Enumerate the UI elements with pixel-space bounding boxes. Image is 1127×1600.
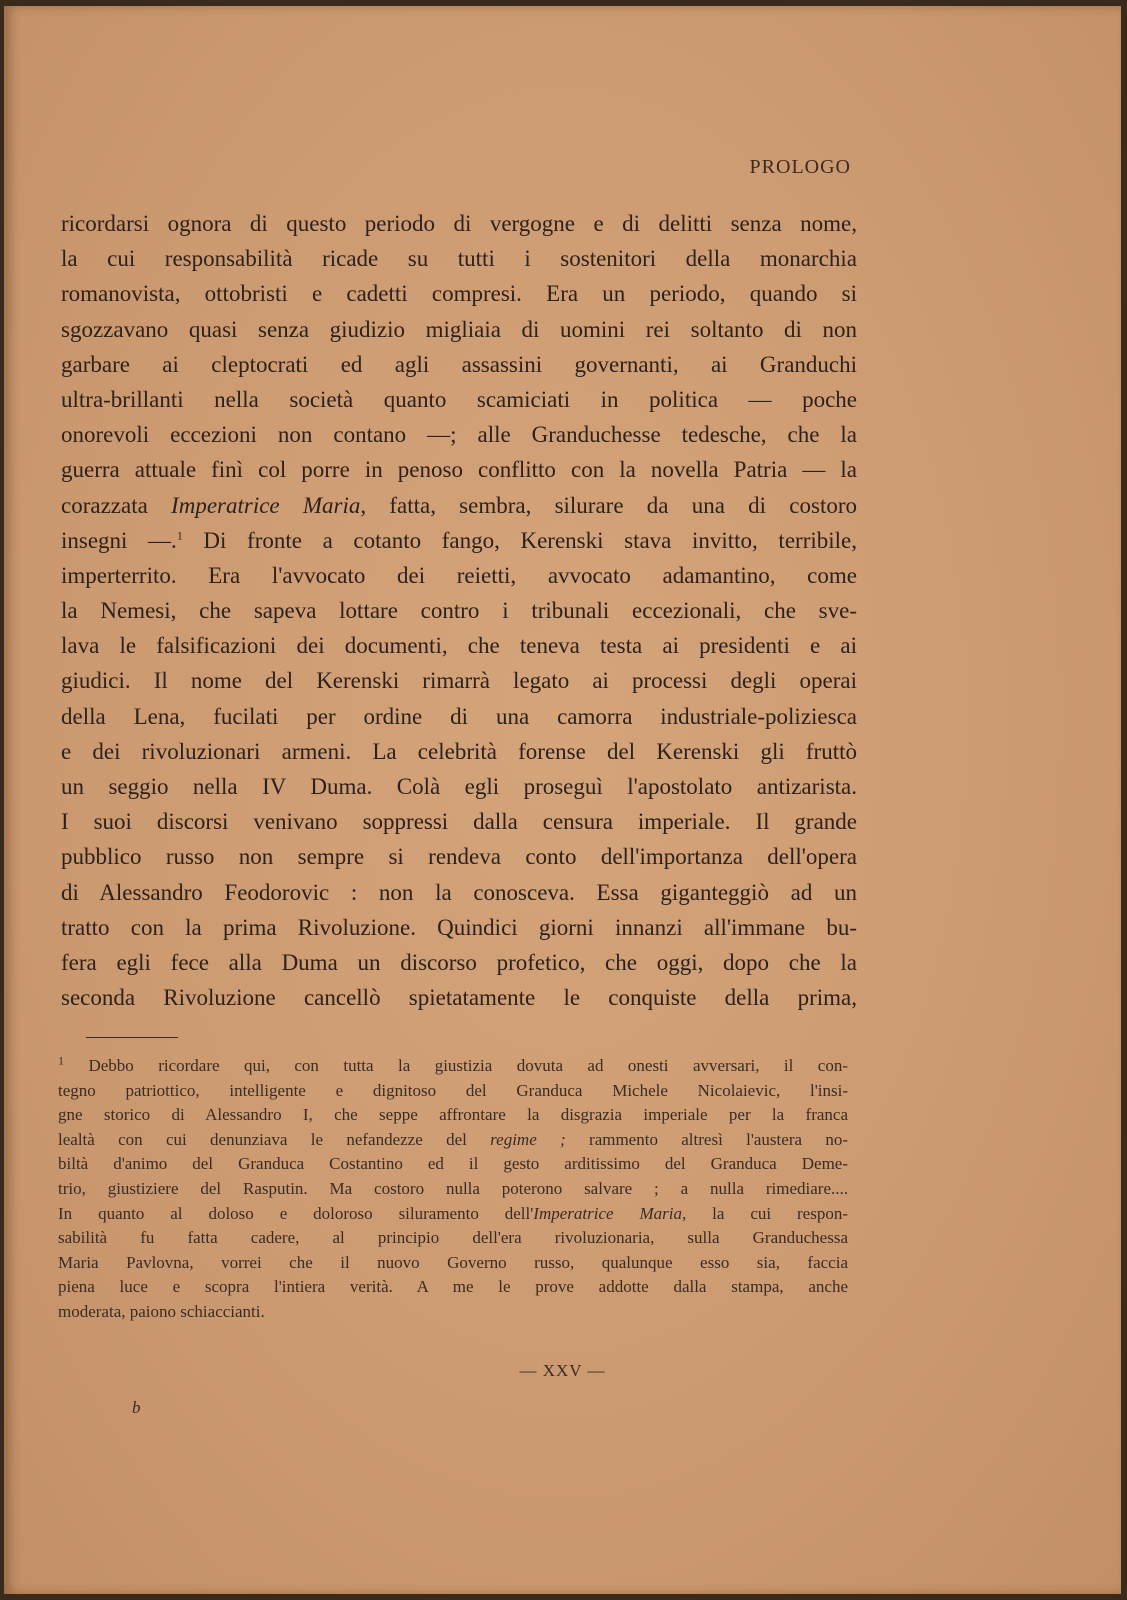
text-line: garbare ai cleptocrati ed agli assassini governanti, ai Granduchi — [61, 351, 857, 377]
footnote-line: gne storico di Alessandro I, che seppe affrontare la disgrazia imperiale per la franca — [58, 1105, 848, 1125]
footnote-line — [58, 1202, 848, 1227]
text-line: tratto con la prima Rivoluzione. Quindici giorni innanzi all'immane bu- — [61, 914, 857, 940]
text-line: di Alessandro Feodorovic : non la conosceva. Essa giganteggiò ad un — [61, 879, 857, 905]
text-line: sgozzavano quasi senza giudizio migliaia di uomini rei soltanto di non — [61, 316, 857, 342]
text-fragment: la cui respon- — [686, 1203, 848, 1223]
text-line: romanovista, ottobristi e cadetti compresi. Era un periodo, quando si — [61, 281, 857, 307]
text-line: I suoi discorsi venivano soppressi dalla censura imperiale. Il grande — [61, 809, 857, 835]
footnote-line: Maria Pavlovna, vorrei che il nuovo Governo russo, qualunque esso sia, faccia — [58, 1252, 848, 1272]
footnote-line: biltà d'animo del Granduca Costantino ed il gesto arditissimo del Granduca Deme- — [58, 1154, 848, 1174]
footnote-line: tegno patriottico, intelligente e dignitoso del Granduca Michele Nicolaievic, l'insi- — [58, 1080, 848, 1100]
footnote-line: piena luce e scopra l'intiera verità. A me le prove addotte dalla stampa, anche — [58, 1277, 848, 1297]
italic-ship-name: Imperatrice Maria, — [533, 1203, 687, 1223]
text-line: seconda Rivoluzione cancellò spietatamente le conquiste della prima, — [61, 985, 857, 1011]
text-line: fera egli fece alla Duma un discorso profetico, che oggi, dopo che la — [61, 949, 857, 975]
text-line: la Nemesi, che sapeva lottare contro i tribunali eccezionali, che sve- — [61, 598, 857, 624]
text-line: ricordarsi ognora di questo periodo di vergogne e di delitti senza nome, — [61, 211, 857, 236]
footnote — [58, 1054, 848, 1325]
footnote-reference[interactable]: 1 — [176, 528, 183, 543]
text-fragment: , fatta, sembra, silurare da una di costoro — [360, 492, 857, 518]
footnote-line — [58, 1128, 848, 1153]
text-line: e dei rivoluzionari armeni. La celebrità forense del Kerenski gli fruttò — [61, 738, 857, 764]
italic-ship-name: Imperatrice Maria — [171, 492, 361, 518]
footnote-line: sabilità fu fatta cadere, al principio dell'era rivoluzionaria, sulla Granduchessa — [58, 1228, 848, 1248]
text-line — [61, 523, 857, 558]
text-fragment: In quanto al doloso e doloroso siluramento dell' — [58, 1203, 534, 1223]
footnote-divider — [86, 1037, 178, 1038]
text-fragment: insegni —. — [61, 527, 177, 553]
footnote-line — [58, 1054, 848, 1079]
footnote-line: moderata, paiono schiaccianti. — [58, 1301, 265, 1321]
text-line — [61, 488, 857, 523]
text-line: un seggio nella IV Duma. Colà egli proseguì l'apostolato antizarista. — [61, 774, 857, 799]
main-text — [61, 206, 857, 1015]
text-line: pubblico russo non sempre si rendeva conto dell'importanza dell'opera — [61, 844, 857, 870]
text-line: la cui responsabilità ricade su tutti i sostenitori della monarchia — [61, 246, 857, 272]
text-line: ultra-brillanti nella società quanto scamiciati in politica — poche — [61, 386, 857, 412]
text-line: imperterrito. Era l'avvocato dei reietti, avvocato adamantino, come — [61, 562, 857, 588]
text-line: guerra attuale finì col porre in penoso conflitto con la novella Patria — la — [61, 457, 857, 483]
text-fragment: lealtà con cui denunziava le nefandezze del — [58, 1129, 467, 1149]
page-number: — XXV — — [519, 1361, 606, 1380]
text-line: lava le falsificazioni dei documenti, che teneva testa ai presidenti e ai — [61, 633, 857, 659]
text-fragment: Di fronte a cotanto fango, Kerenski stava invitto, terribile, — [182, 527, 857, 553]
text-line: onorevoli eccezioni non contano —; alle Granduchesse tedesche, che la — [61, 422, 857, 448]
page — [4, 6, 1121, 1594]
text-line: giudici. Il nome del Kerenski rimarrà legato ai processi degli operai — [61, 668, 857, 694]
text-line: della Lena, fucilati per ordine di una camorra industriale-poliziesca — [61, 703, 857, 729]
running-header: PROLOGO — [749, 156, 851, 178]
signature-mark: b — [132, 1398, 141, 1417]
footnote-number: 1 — [58, 1053, 64, 1068]
footnote-line: trio, giustiziere del Rasputin. Ma costoro nulla poterono salvare ; a nulla rimediare.... — [58, 1178, 848, 1198]
text-fragment: rammento altresì l'austera no- — [565, 1129, 848, 1149]
text-fragment: Debbo ricordare qui, con tutta la giustizia dovuta ad onesti avversari, il con- — [88, 1056, 849, 1075]
italic-word: regime ; — [490, 1129, 566, 1149]
text-fragment: corazzata — [61, 492, 172, 518]
